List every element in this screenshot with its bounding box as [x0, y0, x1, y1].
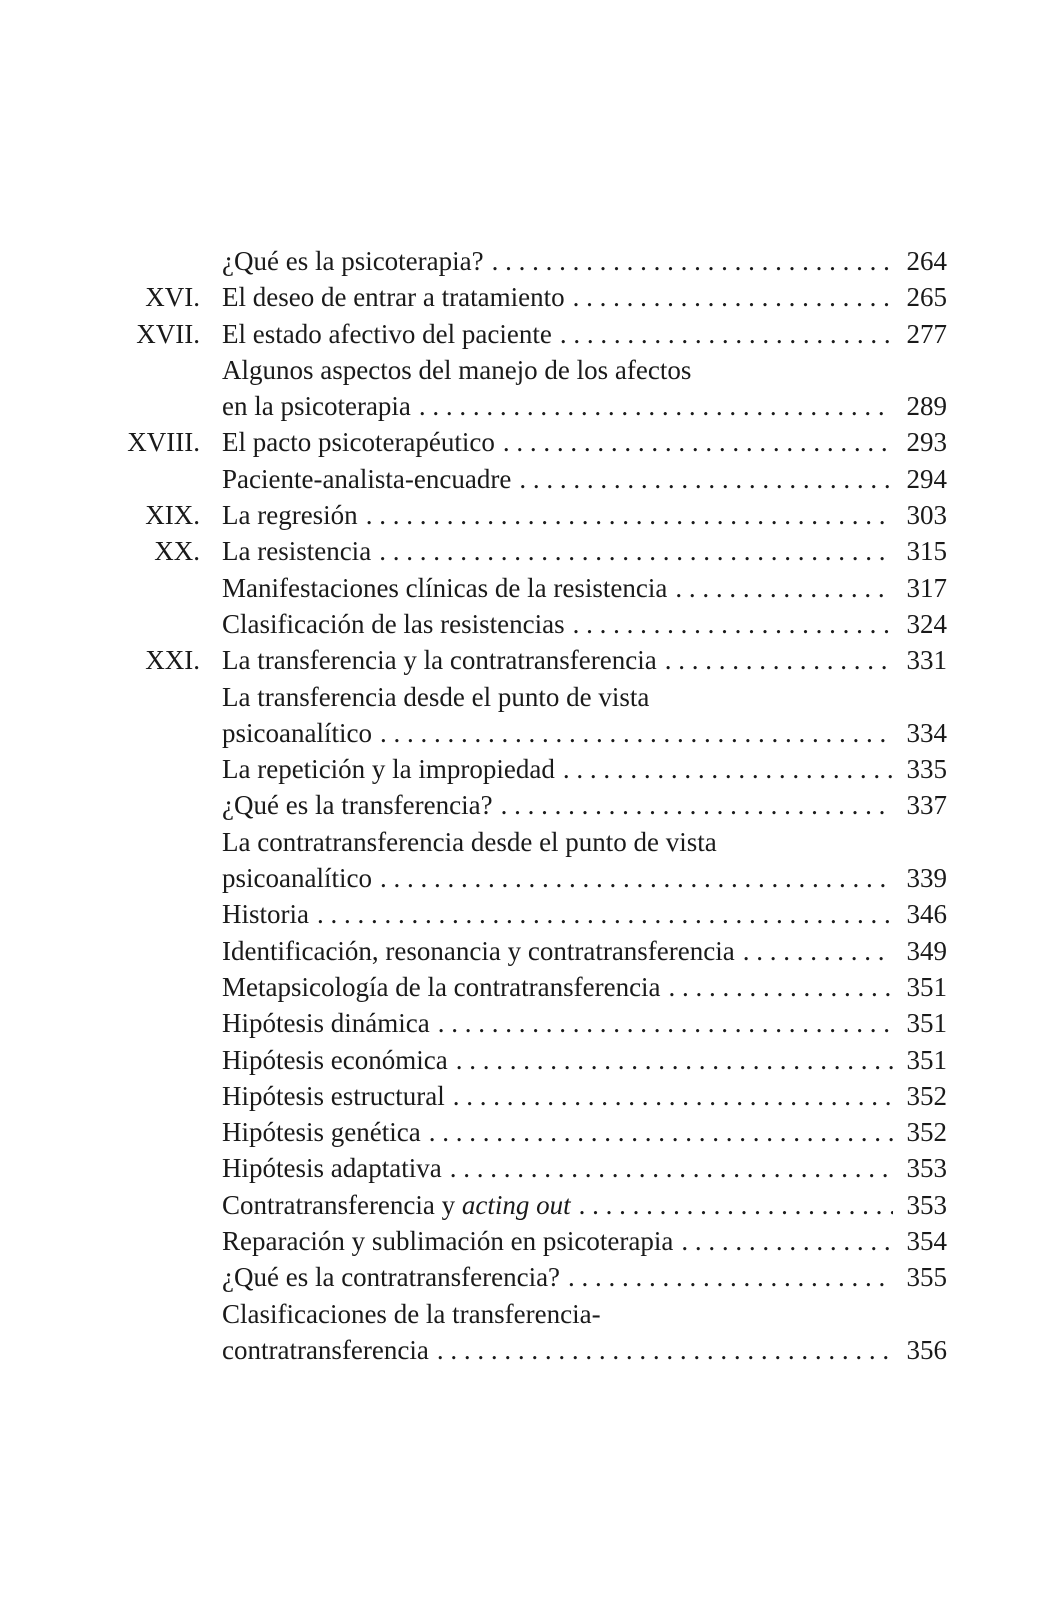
entry-title	[222, 606, 565, 642]
toc-line	[222, 243, 947, 279]
toc-entry	[0, 279, 1064, 315]
entry-title-text: Clasificación de las resistencias	[222, 608, 565, 639]
entry-title-text: Metapsicología de la contratransferencia	[222, 971, 661, 1002]
page-number: 277	[906, 318, 947, 349]
entry-title	[222, 1042, 448, 1078]
toc-line	[222, 1259, 947, 1295]
toc-line	[222, 533, 947, 569]
table-of-contents	[0, 243, 1064, 1368]
toc-entry	[0, 933, 1064, 969]
dot-leader	[317, 896, 893, 932]
toc-entry	[0, 570, 1064, 606]
entry-title-text: ¿Qué es la psicoterapia?	[222, 246, 484, 276]
toc-line	[222, 1223, 947, 1259]
toc-line	[222, 1187, 947, 1223]
toc-entry	[0, 1223, 1064, 1259]
dot-leader	[437, 1332, 893, 1368]
page-number: 352	[906, 1080, 947, 1111]
entry-title-text: El estado afectivo del paciente	[222, 318, 552, 349]
page-number: 353	[906, 1153, 947, 1184]
entry-title-text: La repetición y la impropiedad	[222, 754, 555, 785]
page-number: 351	[906, 1008, 947, 1039]
page-number: 346	[906, 899, 947, 930]
entry-title	[222, 352, 691, 388]
entry-title	[222, 424, 495, 460]
toc-entry	[0, 1296, 1064, 1369]
toc-line	[222, 787, 947, 823]
entry-title	[222, 1332, 429, 1368]
page-number: 303	[906, 500, 947, 531]
entry-title-text: Paciente-analista-encuadre	[222, 463, 512, 494]
entry-title-text: Historia	[222, 899, 309, 930]
page-number: 351	[906, 1044, 947, 1075]
toc-line	[222, 715, 947, 751]
toc-line	[222, 1114, 947, 1150]
entry-title-text: Manifestaciones clínicas de la resistencia	[222, 572, 668, 603]
toc-entry	[0, 642, 1064, 678]
entry-title	[222, 824, 717, 860]
dot-leader	[573, 279, 893, 315]
toc-entry	[0, 824, 1064, 897]
dot-leader	[453, 1078, 893, 1114]
toc-line	[222, 388, 947, 424]
entry-title-text: contratransferencia	[222, 1334, 429, 1365]
dot-leader	[568, 1259, 893, 1295]
entry-title	[222, 497, 358, 533]
toc-entry	[0, 606, 1064, 642]
entry-title	[222, 570, 667, 606]
toc-entry	[0, 1150, 1064, 1186]
toc-entry	[0, 243, 1064, 279]
toc-line	[222, 424, 947, 460]
entry-title-text: Hipótesis dinámica	[222, 1008, 430, 1039]
page-number: 324	[906, 608, 947, 639]
dot-leader	[380, 715, 893, 751]
entry-title-text: Hipótesis estructural	[222, 1080, 445, 1111]
toc-entry	[0, 1078, 1064, 1114]
toc-line	[222, 751, 947, 787]
toc-line	[222, 461, 947, 497]
chapter-number: XXI.	[145, 645, 200, 676]
page-number: 339	[906, 863, 947, 894]
entry-title	[222, 860, 372, 896]
toc-entry	[0, 497, 1064, 533]
dot-leader	[560, 316, 893, 352]
entry-title-text: Hipótesis adaptativa	[222, 1153, 442, 1184]
toc-line	[222, 1296, 947, 1332]
dot-leader	[503, 424, 893, 460]
entry-title	[222, 1223, 673, 1259]
toc-line	[222, 860, 947, 896]
entry-title	[222, 1187, 571, 1223]
toc-line	[222, 896, 947, 932]
entry-title-text: La transferencia y la contratransferencia	[222, 645, 657, 676]
entry-title	[222, 1005, 430, 1041]
toc-entry	[0, 316, 1064, 352]
toc-entry	[0, 1187, 1064, 1223]
entry-title-italic: acting out	[461, 1189, 571, 1220]
entry-title-text: psicoanalítico	[222, 717, 372, 748]
entry-title-text: El deseo de entrar a tratamiento	[222, 282, 565, 313]
entry-title	[222, 461, 511, 497]
entry-title-text: Algunos aspectos del manejo de los afectos	[222, 354, 692, 385]
dot-leader	[438, 1005, 893, 1041]
entry-title-text: Identificación, resonancia y contratransferencia	[222, 935, 735, 966]
toc-line	[222, 1332, 947, 1368]
dot-leader	[366, 497, 893, 533]
page-number: 289	[906, 391, 947, 422]
page-number: 356	[906, 1334, 947, 1365]
dot-leader	[743, 933, 893, 969]
page-number: 349	[906, 935, 947, 966]
toc-line	[222, 679, 947, 715]
dot-leader	[563, 751, 893, 787]
toc-line	[222, 969, 947, 1005]
entry-title-text: ¿Qué es la transferencia?	[222, 790, 493, 821]
dot-leader	[419, 388, 893, 424]
page-number: 331	[906, 645, 947, 676]
dot-leader	[669, 969, 893, 1005]
dot-leader	[579, 1187, 893, 1223]
entry-title-text: La resistencia	[222, 536, 372, 567]
page-number: 294	[906, 463, 947, 494]
toc-entry	[0, 352, 1064, 425]
page-number: 355	[906, 1262, 947, 1293]
entry-title-text: La contratransferencia desde el punto de vista	[222, 826, 717, 857]
page-number: 265	[906, 282, 947, 313]
entry-title-text: ¿Qué es la contratransferencia?	[222, 1262, 561, 1293]
dot-leader	[492, 243, 893, 279]
entry-title	[222, 933, 735, 969]
entry-title-text: La regresión	[222, 500, 358, 531]
entry-title	[222, 243, 484, 279]
entry-title	[222, 969, 661, 1005]
entry-title	[222, 279, 565, 315]
dot-leader	[665, 642, 893, 678]
chapter-number: XX.	[154, 536, 200, 567]
entry-title-text: psicoanalítico	[222, 863, 372, 894]
toc-line	[222, 1078, 947, 1114]
dot-leader	[519, 461, 893, 497]
entry-title-text: Reparación y sublimación en psicoterapia	[222, 1226, 674, 1257]
chapter-number: XVIII.	[127, 427, 200, 458]
toc-line	[222, 279, 947, 315]
page-number: 315	[906, 536, 947, 567]
entry-title	[222, 316, 552, 352]
entry-title-text: Hipótesis económica	[222, 1044, 448, 1075]
toc-line	[222, 570, 947, 606]
dot-leader	[573, 606, 893, 642]
dot-leader	[501, 787, 893, 823]
toc-entry	[0, 679, 1064, 752]
entry-title	[222, 1296, 601, 1332]
entry-title	[222, 533, 371, 569]
page-number: 335	[906, 754, 947, 785]
toc-line	[222, 1150, 947, 1186]
entry-title-text: Clasificaciones de la transferencia-	[222, 1298, 601, 1329]
entry-title	[222, 896, 309, 932]
entry-title	[222, 679, 649, 715]
chapter-number: XVII.	[136, 318, 200, 349]
page-number: 352	[906, 1117, 947, 1148]
toc-line	[222, 316, 947, 352]
entry-title	[222, 1078, 445, 1114]
entry-title	[222, 1114, 421, 1150]
page-number: 354	[906, 1226, 947, 1257]
entry-title	[222, 787, 493, 823]
toc-entry	[0, 1042, 1064, 1078]
dot-leader	[675, 570, 893, 606]
entry-title-text: Hipótesis genética	[222, 1117, 421, 1148]
dot-leader	[379, 533, 893, 569]
toc-entry	[0, 1114, 1064, 1150]
chapter-number: XVI.	[145, 282, 200, 313]
toc-entry	[0, 751, 1064, 787]
dot-leader	[429, 1114, 893, 1150]
page-number: 353	[906, 1189, 947, 1220]
entry-title	[222, 1150, 442, 1186]
page-number: 351	[906, 971, 947, 1002]
page-number: 264	[906, 246, 947, 276]
dot-leader	[450, 1150, 893, 1186]
toc-line	[222, 497, 947, 533]
page-number: 337	[906, 790, 947, 821]
entry-title-text: Contratransferencia y	[222, 1189, 462, 1220]
toc-entry	[0, 787, 1064, 823]
entry-title	[222, 1259, 560, 1295]
toc-line	[222, 1042, 947, 1078]
toc-line	[222, 933, 947, 969]
dot-leader	[456, 1042, 893, 1078]
entry-title	[222, 715, 372, 751]
dot-leader	[681, 1223, 893, 1259]
page-number: 334	[906, 717, 947, 748]
page-number: 317	[906, 572, 947, 603]
entry-title	[222, 388, 411, 424]
toc-entry	[0, 969, 1064, 1005]
toc-line	[222, 824, 947, 860]
toc-entry	[0, 1259, 1064, 1295]
page-number: 293	[906, 427, 947, 458]
entry-title-text: El pacto psicoterapéutico	[222, 427, 495, 458]
entry-title	[222, 751, 555, 787]
toc-entry	[0, 461, 1064, 497]
entry-title-text: La transferencia desde el punto de vista	[222, 681, 650, 712]
toc-line	[222, 606, 947, 642]
entry-title	[222, 642, 657, 678]
chapter-number: XIX.	[145, 500, 200, 531]
toc-entry	[0, 1005, 1064, 1041]
dot-leader	[380, 860, 893, 896]
toc-entry	[0, 896, 1064, 932]
toc-line	[222, 642, 947, 678]
entry-title-text: en la psicoterapia	[222, 391, 411, 422]
toc-entry	[0, 424, 1064, 460]
toc-entry	[0, 533, 1064, 569]
toc-line	[222, 352, 947, 388]
toc-line	[222, 1005, 947, 1041]
